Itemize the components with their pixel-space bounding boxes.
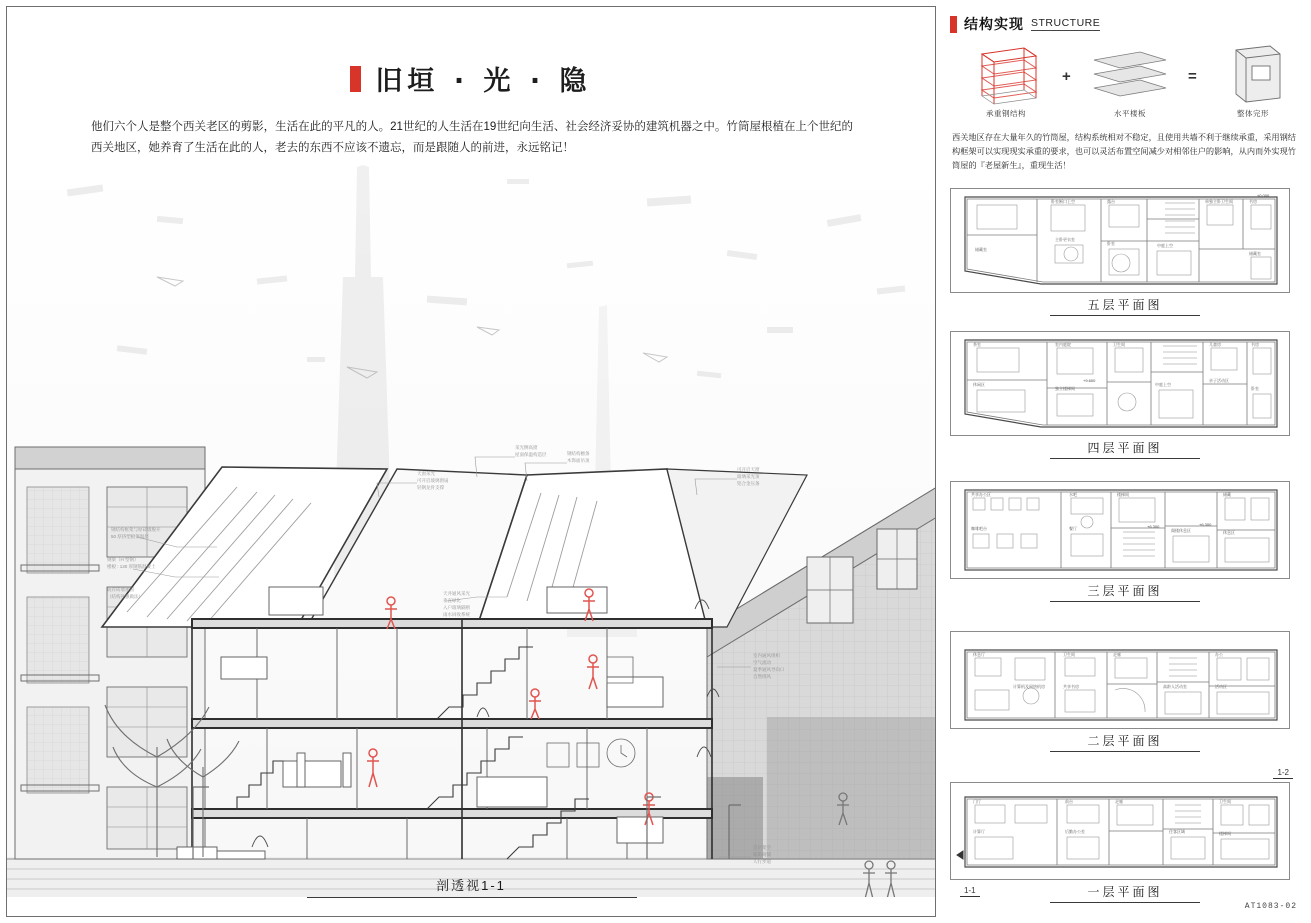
svg-text:休息厅: 休息厅 xyxy=(973,652,985,657)
structure-accent-bar xyxy=(950,16,957,33)
svg-text:木饰面吊顶: 木饰面吊顶 xyxy=(567,458,590,463)
svg-text:入户玻璃隔断: 入户玻璃隔断 xyxy=(443,605,470,610)
poster-title-text: 旧垣 · 光 · 隐 xyxy=(375,66,592,97)
svg-text:卧室: 卧室 xyxy=(1107,241,1115,246)
floor-plan-5f xyxy=(951,189,1289,292)
diagram-floor-slabs xyxy=(1080,44,1180,118)
plan-caption-3f: 三层平面图 xyxy=(1087,584,1163,598)
plan-caption-rule-1f xyxy=(1050,902,1200,903)
structure-description: 西关地区存在大量年久的竹筒屋，结构系统相对不稳定，且使用共墙不利于继续承重，采用钢结构框架可以实现现实承重的要求，也可以灵活布置空间减少对相邻住户的影响，从内而外实现竹筒屋的『老屋新生』，重现生活！ xyxy=(952,133,1296,170)
plan-block-4f xyxy=(950,331,1300,459)
svg-text:前台: 前台 xyxy=(1065,799,1073,804)
svg-text:卧室断口上空: 卧室断口上空 xyxy=(1051,199,1075,204)
svg-text:水吧: 水吧 xyxy=(1069,492,1077,497)
section-marker-right: 1-2 xyxy=(1273,768,1293,777)
floor-plan-1f xyxy=(951,783,1289,879)
svg-text:室内通风组织: 室内通风组织 xyxy=(753,653,780,658)
svg-text:既有砖墙加固: 既有砖墙加固 xyxy=(107,587,134,592)
plan-block-3f xyxy=(950,481,1300,602)
section-marker-left: 1-1 xyxy=(960,886,980,895)
main-section-house xyxy=(102,467,807,859)
svg-text:玻璃采光顶: 玻璃采光顶 xyxy=(737,474,760,479)
svg-text:休闲区: 休闲区 xyxy=(973,382,985,387)
svg-text:楼梯间: 楼梯间 xyxy=(1219,831,1231,836)
steel-frame-icon xyxy=(958,44,1054,106)
svg-text:办公: 办公 xyxy=(1215,652,1223,657)
svg-text:夏季通风导向口: 夏季通风导向口 xyxy=(753,667,785,672)
plan-block-1f xyxy=(950,782,1300,903)
svg-text:±0.000: ±0.000 xyxy=(1257,193,1270,198)
section-caption-rule xyxy=(307,897,637,898)
svg-text:儿童房: 儿童房 xyxy=(1209,342,1221,347)
svg-text:轻钢龙骨支撑: 轻钢龙骨支撑 xyxy=(417,485,444,490)
svg-text:楼板 : 130 厚钢筋混凝土: 楼板 : 130 厚钢筋混凝土 xyxy=(107,564,156,569)
svg-text:垂直绿化: 垂直绿化 xyxy=(443,598,461,603)
svg-text:阁楼休息区: 阁楼休息区 xyxy=(1171,528,1191,533)
svg-text:天窗采光: 天窗采光 xyxy=(417,471,435,476)
svg-text:茶室: 茶室 xyxy=(973,342,981,347)
svg-text:储藏室: 储藏室 xyxy=(1249,251,1261,256)
svg-text:屋面保温构造层: 屋面保温构造层 xyxy=(515,452,547,457)
plan-caption-rule-3f xyxy=(1050,601,1200,602)
svg-text:咖啡吧台: 咖啡吧台 xyxy=(971,526,987,531)
poster-title xyxy=(7,59,935,98)
svg-text:钢结构檩条: 钢结构檩条 xyxy=(567,451,590,456)
plan-block-2f xyxy=(950,631,1300,752)
svg-text:可开启天窗: 可开启天窗 xyxy=(737,467,760,472)
svg-text:卫生间: 卫生间 xyxy=(1219,799,1231,804)
floor-plan-4f xyxy=(951,332,1289,435)
svg-text:钢梁（H 型钢）: 钢梁（H 型钢） xyxy=(107,557,139,562)
section-perspective-drawing xyxy=(7,157,936,897)
plan-caption-rule-5f xyxy=(1050,315,1200,316)
svg-text:采光侧高窗: 采光侧高窗 xyxy=(515,445,538,450)
svg-text:共享书房: 共享书房 xyxy=(1063,684,1079,689)
svg-text:卫生间: 卫生间 xyxy=(1063,652,1075,657)
right-panel xyxy=(944,6,1305,917)
svg-text:住客区域: 住客区域 xyxy=(1169,829,1185,834)
structure-heading-en: STRUCTURE xyxy=(1031,17,1101,29)
operator-plus: + xyxy=(1062,68,1071,85)
svg-text:计算厅: 计算厅 xyxy=(973,829,985,834)
svg-text:书房: 书房 xyxy=(1249,199,1257,204)
svg-text:储藏室: 储藏室 xyxy=(975,247,987,252)
svg-text:门厅: 门厅 xyxy=(973,799,981,804)
intro-paragraph-1: 他们六个人是整个西关老区的剪影，生活在此的平凡的人。21世纪的人生活在19世纪向生活、社会经济妥协的建筑机器之中。竹筒屋根植在上个世纪的西关地区，她养育了生活在此的人，老去的东西不应该不遗忘，而是跟随人的前进，永远铭记！ xyxy=(91,121,853,154)
diagram-caption-3: 整体完形 xyxy=(1237,109,1269,118)
svg-text:中庭上空: 中庭上空 xyxy=(1157,243,1173,248)
floor-plan-2f xyxy=(951,632,1289,728)
plan-caption-rule-2f xyxy=(1050,751,1200,752)
plan-caption-2f: 二层平面图 xyxy=(1087,734,1163,748)
svg-text:室内庭院: 室内庭院 xyxy=(1055,342,1071,347)
svg-text:高龄人活动室: 高龄人活动室 xyxy=(1163,684,1187,689)
svg-text:铝合金压条: 铝合金压条 xyxy=(737,481,760,486)
svg-text:中庭上空: 中庭上空 xyxy=(1155,382,1171,387)
svg-text:50 厚挤塑板保温层: 50 厚挤塑板保温层 xyxy=(111,534,149,539)
structure-heading xyxy=(950,14,1100,34)
svg-text:亲子活动区: 亲子活动区 xyxy=(1209,378,1229,383)
svg-text:独立楼梯间: 独立楼梯间 xyxy=(1055,386,1075,391)
section-caption: 剖透视1-1 xyxy=(436,878,506,893)
svg-text:书房: 书房 xyxy=(1251,342,1259,347)
plan-caption-4f: 四层平面图 xyxy=(1087,441,1163,455)
svg-text:可开启玻璃窗扇: 可开启玻璃窗扇 xyxy=(417,478,449,483)
plan-caption-1f: 一层平面图 xyxy=(1087,885,1163,899)
svg-text:钢结构框架与原砖墙脱开: 钢结构框架与原砖墙脱开 xyxy=(111,527,161,532)
svg-text:储藏: 储藏 xyxy=(1223,492,1231,497)
svg-text:后勤办公室: 后勤办公室 xyxy=(1065,829,1085,834)
svg-text:+9.600: +9.600 xyxy=(1083,378,1096,383)
svg-text:休息区: 休息区 xyxy=(1223,530,1235,535)
diagram-caption-2: 水平楼板 xyxy=(1114,109,1146,118)
svg-text:天井通风采光: 天井通风采光 xyxy=(443,591,470,596)
svg-text:走廊: 走廊 xyxy=(1113,652,1121,657)
svg-text:单独主卧卫生间: 单独主卧卫生间 xyxy=(1205,199,1233,204)
svg-text:计算机及网络机房: 计算机及网络机房 xyxy=(1013,684,1045,689)
svg-text:人行步道: 人行步道 xyxy=(753,859,771,864)
svg-text:活动区: 活动区 xyxy=(1215,684,1227,689)
svg-text:共享办公区: 共享办公区 xyxy=(971,492,991,497)
diagram-caption-1: 承重钢结构 xyxy=(986,109,1026,118)
floor-slabs-icon xyxy=(1080,44,1180,106)
svg-text:空气流动: 空气流动 xyxy=(753,660,771,665)
operator-equals: = xyxy=(1188,68,1197,85)
plan-block-5f xyxy=(950,188,1300,316)
svg-text:自然排风: 自然排风 xyxy=(753,674,771,679)
structure-heading-cn: 结构实现 xyxy=(964,16,1024,32)
left-neighbour-building xyxy=(15,447,205,859)
title-accent-bar xyxy=(350,66,361,92)
assembled-volume-icon xyxy=(1208,44,1298,106)
svg-text:卫生间: 卫生间 xyxy=(1113,342,1125,347)
svg-text:露台: 露台 xyxy=(1107,199,1115,204)
svg-text:+6.300: +6.300 xyxy=(1199,522,1212,527)
svg-text:雨水回收系统: 雨水回收系统 xyxy=(443,612,470,617)
plan-caption-5f: 五层平面图 xyxy=(1087,298,1163,312)
svg-text:楼梯间: 楼梯间 xyxy=(1117,492,1129,497)
svg-text:走廊: 走廊 xyxy=(1115,799,1123,804)
plan-caption-rule-4f xyxy=(1050,458,1200,459)
svg-text:餐厅: 餐厅 xyxy=(1069,526,1077,531)
left-panel xyxy=(6,6,936,917)
diagram-steel-frame xyxy=(958,44,1054,118)
svg-text:（结构补强做法）: （结构补强做法） xyxy=(107,594,143,599)
svg-text:首层架空: 首层架空 xyxy=(753,845,771,850)
svg-text:临街商铺: 临街商铺 xyxy=(753,852,771,857)
svg-text:主卧更衣室: 主卧更衣室 xyxy=(1055,237,1075,242)
diagram-assembled-volume xyxy=(1208,44,1298,118)
svg-text:+6.300: +6.300 xyxy=(1147,524,1160,529)
structure-diagram-row xyxy=(950,44,1302,122)
floor-plan-3f xyxy=(951,482,1289,578)
drawing-code: AT1083-02 xyxy=(1244,902,1297,911)
svg-text:卧室: 卧室 xyxy=(1251,386,1259,391)
